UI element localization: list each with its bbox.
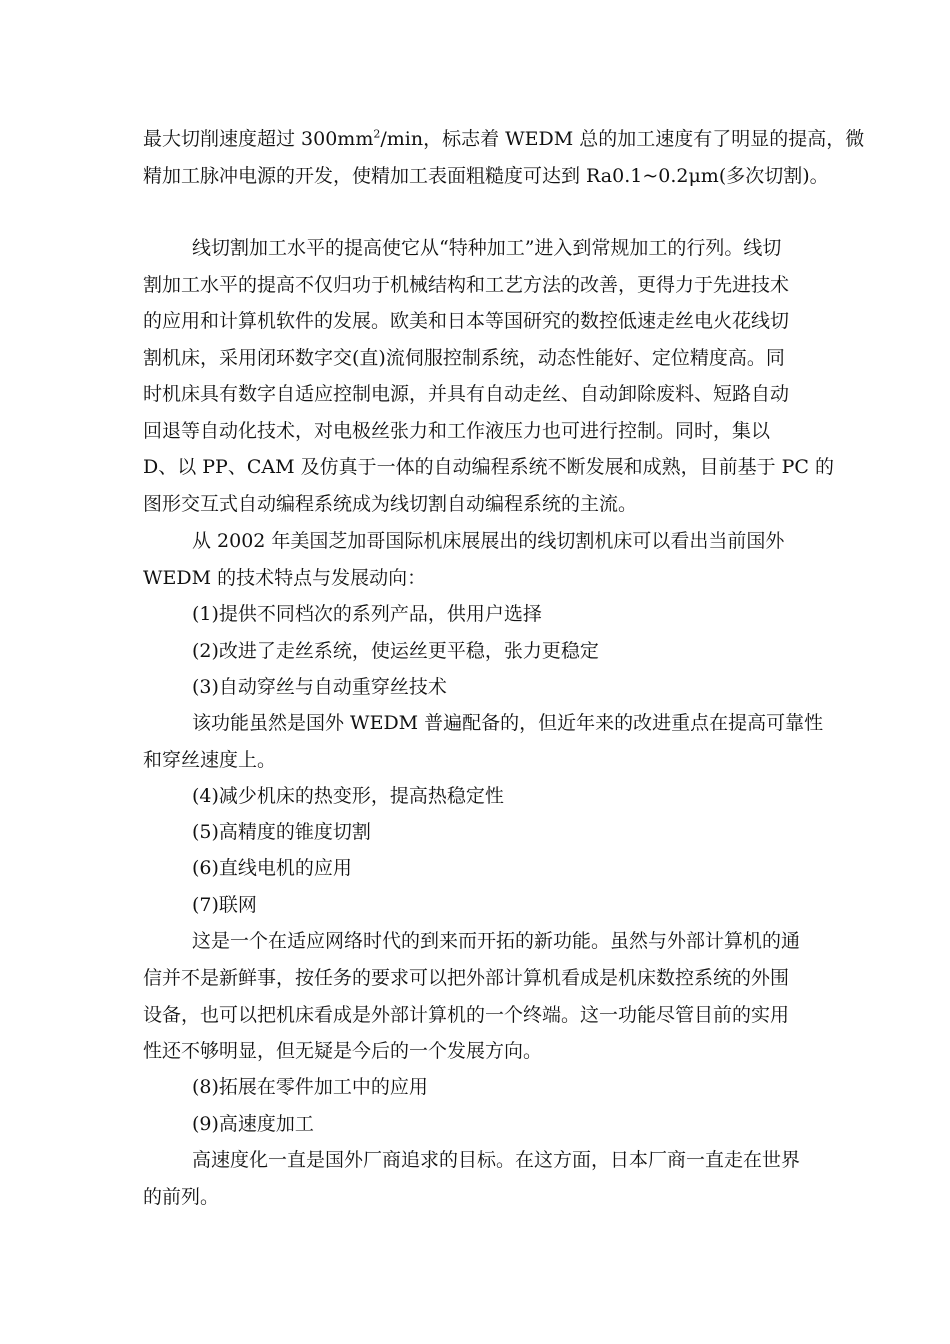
list-item-7: (7)联网: [192, 894, 257, 916]
paragraph-2-line-2: 割加工水平的提高不仅归功于机械结构和工艺方法的改善，更得力于先进技术: [143, 274, 790, 296]
paragraph-6-line-2: 的前列。: [143, 1186, 220, 1208]
paragraph-1-line-2: 精加工脉冲电源的开发，使精加工表面粗糙度可达到 Ra0.1~0.2μm(多次切割)。: [143, 165, 829, 187]
list-item-1: (1)提供不同档次的系列产品，供用户选择: [192, 603, 542, 625]
list-item-2: (2)改进了走丝系统，使运丝更平稳，张力更稳定: [192, 640, 599, 662]
paragraph-1-line-1-text-a: 最大切削速度超过 300mm: [143, 128, 374, 150]
list-item-5: (5)高精度的锥度切割: [192, 821, 371, 843]
paragraph-4-line-1: 该功能虽然是国外 WEDM 普遍配备的，但近年来的改进重点在提高可靠性: [192, 712, 824, 734]
paragraph-2-line-1: 线切割加工水平的提高使它从“特种加工”进入到常规加工的行列。线切: [192, 237, 782, 259]
paragraph-3-line-2: WEDM 的技术特点与发展动向：: [143, 567, 427, 589]
paragraph-2-line-5: 时机床具有数字自适应控制电源，并具有自动走丝、自动卸除废料、短路自动: [143, 383, 790, 405]
paragraph-2-line-4: 割机床，采用闭环数字交(直)流伺服控制系统，动态性能好、定位精度高。同: [143, 347, 785, 369]
paragraph-5-line-1: 这是一个在适应网络时代的到来而开拓的新功能。虽然与外部计算机的通: [192, 930, 801, 952]
paragraph-1-line-1-text-b: /min，标志着 WEDM 总的加工速度有了明显的提高，微: [380, 128, 865, 150]
paragraph-4-line-2: 和穿丝速度上。: [143, 749, 277, 771]
paragraph-3-line-1: 从 2002 年美国芝加哥国际机床展展出的线切割机床可以看出当前国外: [192, 530, 785, 552]
list-item-8: (8)拓展在零件加工中的应用: [192, 1076, 428, 1098]
list-item-9: (9)高速度加工: [192, 1113, 314, 1135]
list-item-6: (6)直线电机的应用: [192, 857, 352, 879]
paragraph-2-line-6: 回退等自动化技术，对电极丝张力和工作液压力也可进行控制。同时，集以: [143, 420, 771, 442]
paragraph-1-line-1: [143, 127, 865, 151]
paragraph-5-line-3: 设备，也可以把机床看成是外部计算机的一个终端。这一功能尽管目前的实用: [143, 1004, 790, 1026]
superscript-2: 2: [373, 127, 381, 141]
paragraph-5-line-2: 信并不是新鲜事，按任务的要求可以把外部计算机看成是机床数控系统的外围: [143, 967, 790, 989]
list-item-3: (3)自动穿丝与自动重穿丝技术: [192, 676, 447, 698]
list-item-4: (4)减少机床的热变形，提高热稳定性: [192, 785, 504, 807]
paragraph-5-line-4: 性还不够明显，但无疑是今后的一个发展方向。: [143, 1040, 543, 1062]
paragraph-2-line-3: 的应用和计算机软件的发展。欧美和日本等国研究的数控低速走丝电火花线切: [143, 310, 790, 332]
paragraph-2-line-7: D、以 PP、CAM 及仿真于一体的自动编程系统不断发展和成熟，目前基于 PC 的: [143, 456, 834, 478]
paragraph-2-line-8: 图形交互式自动编程系统成为线切割自动编程系统的主流。: [143, 493, 638, 515]
paragraph-6-line-1: 高速度化一直是国外厂商追求的目标。在这方面，日本厂商一直走在世界: [192, 1149, 801, 1171]
